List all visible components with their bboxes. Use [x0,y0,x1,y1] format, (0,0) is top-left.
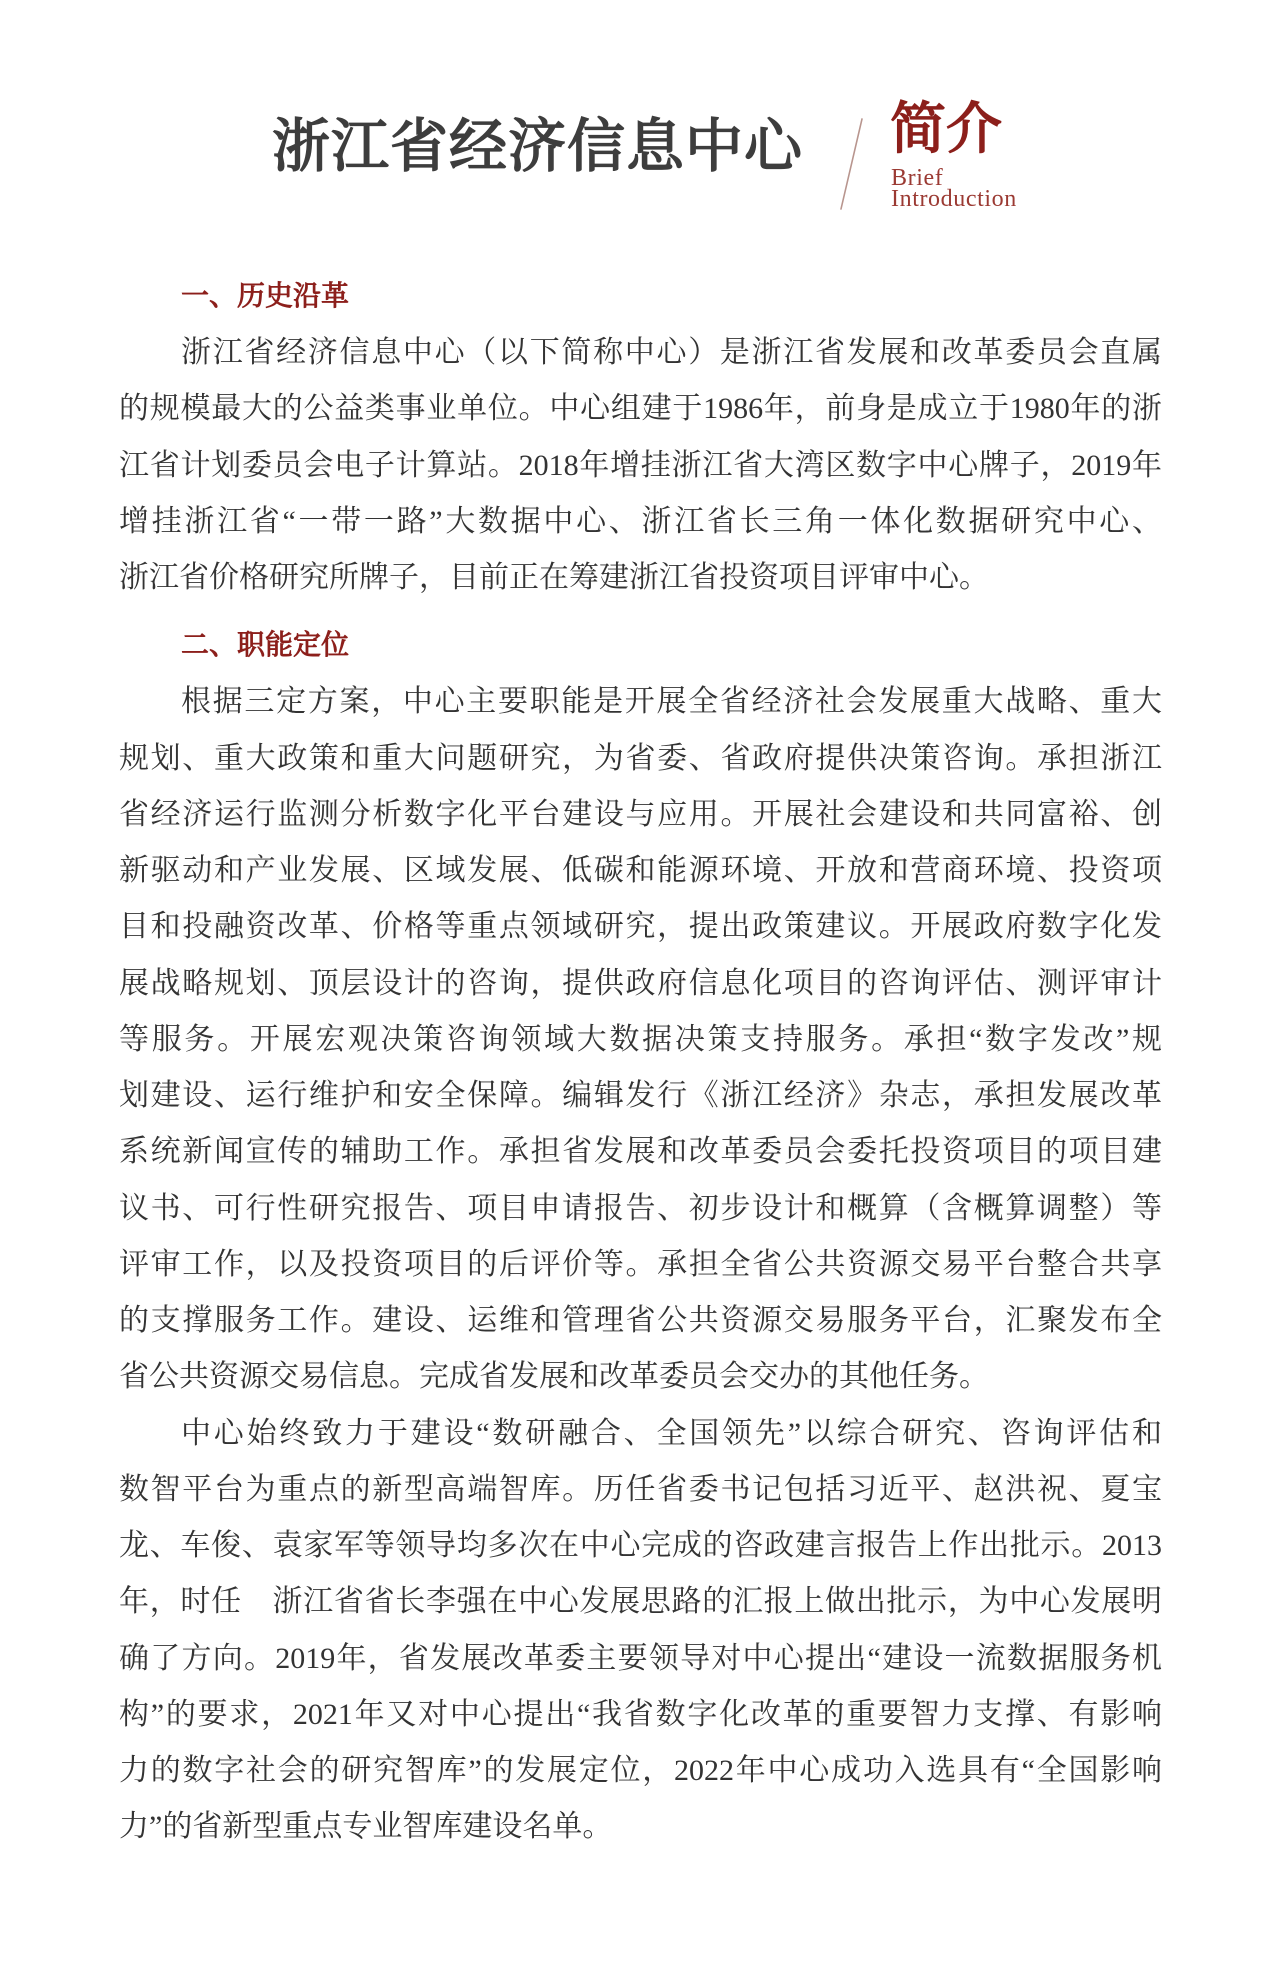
paragraph-line: 省经济运行监测分析数字化平台建设与应用。开展社会建设和共同富裕、创 [119,797,1162,831]
paragraph-line: 浙江省价格研究所牌子，目前正在筹建浙江省投资项目评审中心。 [119,561,989,594]
paragraph-line: 的支撑服务工作。建设、运维和管理省公共资源交易服务平台，汇聚发布全 [119,1304,1162,1337]
paragraph-line: 规划、重大政策和重大问题研究，为省委、省政府提供决策咨询。承担浙江 [119,741,1162,775]
paragraph-line: 等服务。开展宏观决策咨询领域大数据决策支持服务。承担“数字发改”规 [119,1022,1162,1056]
paragraph-line: 目和投融资改革、价格等重点领域研究，提出政策建议。开展政府数字化发 [119,910,1162,944]
paragraph-line: 力”的省新型重点专业智库建设名单。 [119,1810,613,1844]
section-heading-functions: 二、职能定位 [181,630,350,662]
paragraph-line: 系统新闻宣传的辅助工作。承担省发展和改革委员会委托投资项目的项目建 [119,1135,1162,1169]
intro-label-cn: 简介 [890,99,1002,161]
paragraph-line: 新驱动和产业发展、区域发展、低碳和能源环境、开放和营商环境、投资项 [119,854,1162,887]
intro-label-en-line: Introduction [891,186,1017,212]
paragraph-line: 省公共资源交易信息。完成省发展和改革委员会交办的其他任务。 [119,1360,989,1394]
paragraph [119,1406,1162,1856]
paragraph-line: 龙、车俊、袁家军等领导均多次在中心完成的咨政建言报告上作出批示。2013 [119,1529,1162,1562]
paragraph-line: 构”的要求，2021年又对中心提出“我省数字化改革的重要智力支撑、有影响 [119,1697,1162,1731]
document-title: 浙江省经济信息中心 [272,114,804,179]
paragraph-line: 议书、可行性研究报告、项目申请报告、初步设计和概算（含概算调整）等 [119,1191,1162,1225]
paragraph-line: 展战略规划、顶层设计的咨询，提供政府信息化项目的咨询评估、测评审计 [119,966,1162,1000]
paragraph-line: 数智平台为重点的新型高端智库。历任省委书记包括习近平、赵洪祝、夏宝 [119,1472,1162,1506]
paragraph-line: 力的数字社会的研究智库”的发展定位，2022年中心成功入选具有“全国影响 [119,1754,1162,1787]
paragraph-line: 增挂浙江省“一带一路”大数据中心、浙江省长三角一体化数据研究中心、 [119,504,1162,538]
paragraph [119,674,1162,1405]
section-heading-history: 一、历史沿革 [181,281,350,312]
paragraph-line: 江省计划委员会电子计算站。2018年增挂浙江省大湾区数字中心牌子，2019年 [119,448,1162,482]
title-divider-slash [830,110,875,220]
paragraph-line: 确了方向。2019年，省发展改革委主要领导对中心提出“建设一流数据服务机 [119,1641,1162,1675]
paragraph-line: 的规模最大的公益类事业单位。中心组建于1986年，前身是成立于1980年的浙 [119,392,1162,426]
paragraph [119,325,1162,606]
paragraph-line: 评审工作，以及投资项目的后评价等。承担全省公共资源交易平台整合共享 [119,1247,1162,1281]
paragraph-line: 年，时任 浙江省省长李强在中心发展思路的汇报上做出批示，为中心发展明 [119,1585,1162,1619]
paragraph-line: 划建设、运行维护和安全保障。编辑发行《浙江经济》杂志，承担发展改革 [119,1079,1162,1112]
intro-label-en-line: Brief [891,165,944,191]
paragraph-line: 中心始终致力于建设“数研融合、全国领先”以综合研究、咨询评估和 [181,1416,1162,1450]
paragraph-line: 根据三定方案，中心主要职能是开展全省经济社会发展重大战略、重大 [181,685,1162,719]
paragraph-line: 浙江省经济信息中心（以下简称中心）是浙江省发展和改革委员会直属 [181,336,1162,369]
intro-label-en [891,165,1017,212]
document-body [119,269,1162,1856]
